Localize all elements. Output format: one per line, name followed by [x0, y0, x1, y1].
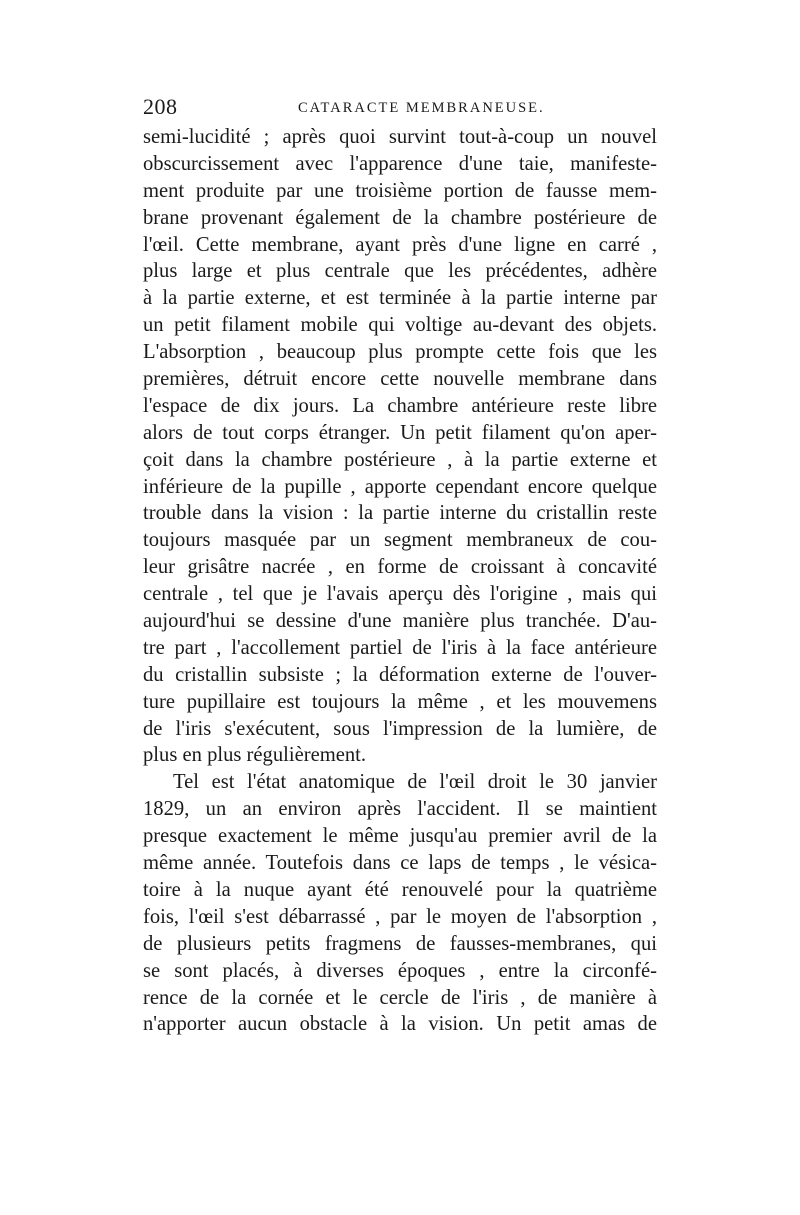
text-line: leur grisâtre nacrée , en forme de croissant à concavité — [143, 556, 657, 579]
text-line: plus en plus régulièrement. — [143, 744, 367, 767]
text-line: tre part , l'accollement partiel de l'iris à la face antérieure — [143, 636, 657, 659]
text-line: aujourd'hui se dessine d'une manière plus tranchée. D'au- — [143, 610, 657, 633]
text-line: plus large et plus centrale que les précédentes, adhère — [143, 260, 657, 283]
text-line: toire à la nuque ayant été renouvelé pour la quatrième — [143, 878, 657, 901]
text-line: à la partie externe, et est terminée à la partie interne par — [143, 287, 657, 310]
text-line: alors de tout corps étranger. Un petit filament qu'on aper- — [143, 421, 657, 444]
text-line: presque exactement le même jusqu'au premier avril de la — [143, 825, 657, 848]
text-line: même année. Toutefois dans ce laps de temps , le vésica- — [143, 852, 657, 875]
text-line: semi-lucidité ; après quoi survint tout-à-coup un nouvel — [143, 126, 657, 148]
text-line: brane provenant également de la chambre postérieure de — [143, 206, 657, 229]
text-line: se sont placés, à diverses époques , entre la circonfé- — [143, 959, 657, 982]
body-text — [143, 124, 657, 1038]
text-line: un petit filament mobile qui voltige au-devant des objets. — [143, 314, 657, 337]
text-line: 1829, un an environ après l'accident. Il se maintient — [143, 798, 657, 821]
text-line: fois, l'œil s'est débarrassé , par le moyen de l'absorption , — [143, 905, 657, 928]
text-line: trouble dans la vision : la partie interne du cristallin reste — [143, 502, 657, 525]
running-head — [143, 93, 659, 121]
text-line: ment produite par une troisième portion de fausse mem- — [143, 179, 657, 202]
text-line: n'apporter aucun obstacle à la vision. Un petit amas de — [143, 1013, 657, 1036]
text-line: ture pupillaire est toujours la même , et les mouvemens — [143, 690, 657, 713]
text-line: l'espace de dix jours. La chambre antérieure reste libre — [143, 394, 657, 417]
text-line: L'absorption , beaucoup plus prompte cette fois que les — [143, 341, 657, 364]
paragraph-1 — [143, 124, 657, 769]
text-line: rence de la cornée et le cercle de l'iris , de manière à — [143, 986, 657, 1009]
text-line: du cristallin subsiste ; la déformation externe de l'ouver- — [143, 663, 657, 686]
text-line: inférieure de la pupille , apporte cependant encore quelque — [143, 475, 657, 498]
text-line: Tel est l'état anatomique de l'œil droit le 30 janvier — [173, 771, 657, 794]
text-line: toujours masquée par un segment membraneux de cou- — [143, 529, 657, 552]
paragraph-2 — [143, 769, 657, 1038]
running-title: CATARACTE MEMBRANEUSE. — [298, 100, 545, 116]
page-number: 208 — [143, 94, 178, 119]
text-line: çoit dans la chambre postérieure , à la partie externe et — [143, 448, 657, 471]
text-line: de l'iris s'exécutent, sous l'impression de la lumière, de — [143, 717, 657, 740]
text-line: obscurcissement avec l'apparence d'une taie, manifeste- — [143, 152, 657, 175]
text-line: l'œil. Cette membrane, ayant près d'une ligne en carré , — [143, 233, 657, 256]
text-line: premières, détruit encore cette nouvelle membrane dans — [143, 368, 657, 391]
text-line: de plusieurs petits fragmens de fausses-membranes, qui — [143, 932, 657, 955]
text-line: centrale , tel que je l'avais aperçu dès l'origine , mais qui — [143, 583, 657, 606]
